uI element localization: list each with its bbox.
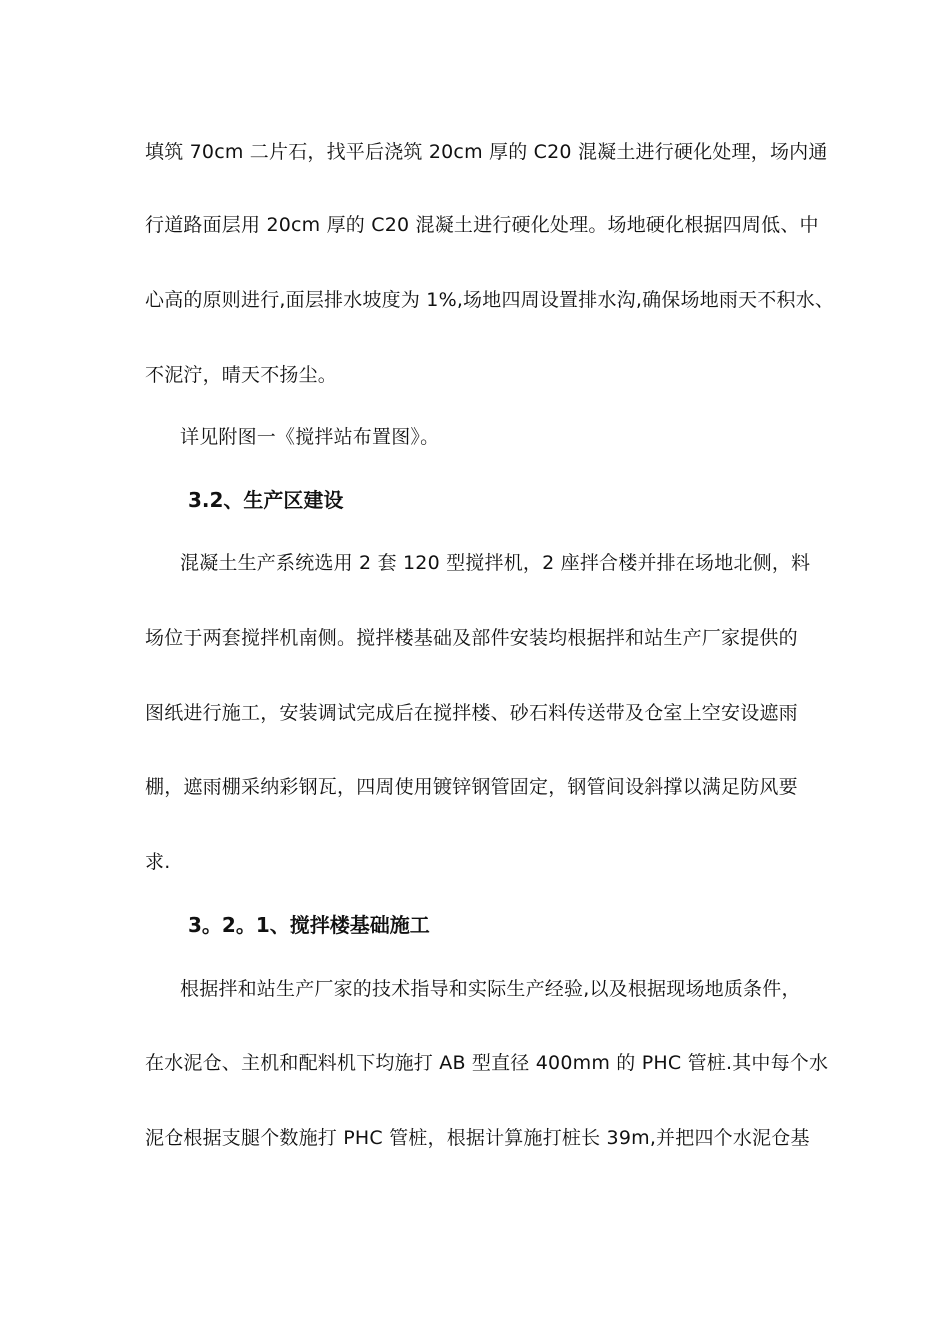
paragraph-line: 泥仓根据支腿个数施打 PHC 管桩，根据计算施打桩长 39m,并把四个水泥仓基: [145, 1127, 810, 1149]
paragraph-line: 行道路面层用 20cm 厚的 C20 混凝土进行硬化处理。场地硬化根据四周低、中: [145, 214, 819, 236]
paragraph-line: 求.: [145, 851, 171, 873]
paragraph-line: 填筑 70cm 二片石，找平后浇筑 20cm 厚的 C20 混凝土进行硬化处理，场内通: [145, 141, 828, 163]
paragraph-line: 心高的原则进行,面层排水坡度为 1%,场地四周设置排水沟,确保场地雨天不积水、: [145, 289, 835, 311]
paragraph-line: 不泥泞，晴天不扬尘。: [145, 364, 338, 386]
paragraph-line: 混凝土生产系统选用 2 套 120 型搅拌机，2 座拌合楼并排在场地北侧，料: [180, 552, 811, 574]
subsection-heading: 3。2。1、搅拌楼基础施工: [188, 913, 430, 937]
section-heading: 3.2、生产区建设: [188, 488, 344, 512]
paragraph-line: 图纸进行施工，安装调试完成后在搅拌楼、砂石料传送带及仓室上空安设遮雨: [145, 702, 798, 724]
paragraph-line: 场位于两套搅拌机南侧。搅拌楼基础及部件安装均根据拌和站生产厂家提供的: [145, 627, 798, 649]
paragraph-line: 在水泥仓、主机和配料机下均施打 AB 型直径 400mm 的 PHC 管桩.其中每个水: [145, 1052, 829, 1074]
paragraph-line: 棚，遮雨棚采纳彩钢瓦，四周使用镀锌钢管固定，钢管间设斜撑以满足防风要: [145, 776, 798, 798]
paragraph-line: 根据拌和站生产厂家的技术指导和实际生产经验,以及根据现场地质条件，: [180, 978, 801, 1000]
attachment-reference: 详见附图一《搅拌站布置图》。: [180, 426, 440, 448]
